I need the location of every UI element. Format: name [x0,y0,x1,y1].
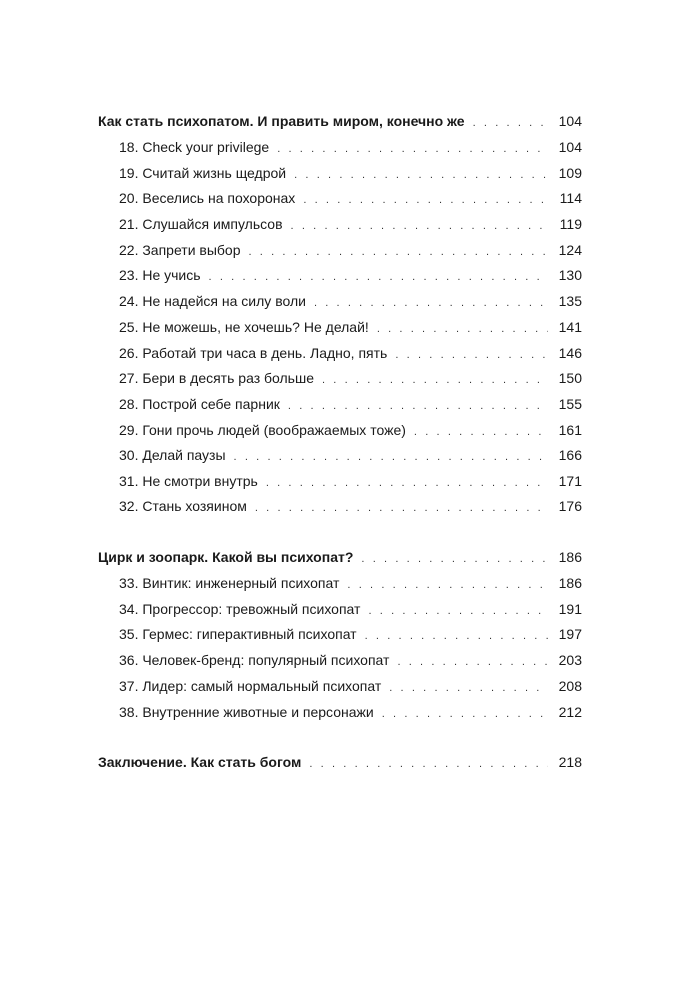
toc-entry-title: 26. Работай три часа в день. Ладно, пять [119,345,388,361]
toc-entry [119,599,582,619]
dot-leader [395,345,548,365]
dot-leader [322,370,548,390]
toc-entry-title: 35. Гермес: гиперактивный психопат [119,626,357,642]
toc-entry [119,471,582,491]
toc-entry [119,394,582,414]
toc-page-number: 176 [558,498,582,514]
dot-leader [361,549,548,569]
toc-entry-title: 19. Считай жизнь щедрой [119,165,287,181]
toc-entry [119,676,582,696]
toc-entry [119,317,582,337]
toc-entry-title: 33. Винтик: инженерный психопат [119,575,340,591]
toc-section-heading [98,547,582,567]
toc-page-number: 186 [558,549,582,565]
toc-entry [119,445,582,465]
dot-leader [397,652,548,672]
toc-entry [119,343,582,363]
toc-page-number: 218 [558,754,582,770]
toc-page-number: 104 [558,139,582,155]
dot-leader [382,704,548,724]
dot-leader [266,473,548,493]
toc-entry-title: 28. Построй себе парник [119,396,280,412]
toc-entry-title: 25. Не можешь, не хочешь? Не делай! [119,319,369,335]
toc-entry-title: 23. Не учись [119,267,201,283]
toc-entry [119,240,582,260]
toc-section-title: Как стать психопатом. И править миром, конечно же [98,113,465,129]
dot-leader [294,165,548,185]
toc-entry-title: 38. Внутренние животные и персонажи [119,704,374,720]
toc-page-number: 208 [558,678,582,694]
toc-page-number: 135 [558,293,582,309]
toc-entry [119,368,582,388]
toc-page-number: 124 [558,242,582,258]
toc-page-number: 141 [558,319,582,335]
toc-page-number: 161 [558,422,582,438]
dot-leader [291,216,548,236]
toc-entry [119,650,582,670]
dot-leader [288,396,548,416]
toc-entry [119,496,582,516]
dot-leader [365,626,548,646]
dot-leader [309,754,548,774]
toc-entry-title: 22. Запрети выбор [119,242,241,258]
toc-entry [119,137,582,157]
toc-entry-title: 24. Не надейся на силу воли [119,293,306,309]
dot-leader [234,447,548,467]
toc-page-number: 155 [558,396,582,412]
dot-leader [277,139,548,159]
toc-entry-title: 30. Делай паузы [119,447,226,463]
toc-entry [119,291,582,311]
dot-leader [368,601,548,621]
toc-entry-title: 29. Гони прочь людей (воображаемых тоже) [119,422,406,438]
toc-entry [119,573,582,593]
toc-page-number: 130 [558,267,582,283]
dot-leader [209,267,548,287]
dot-leader [249,242,549,262]
toc-entry-title: 36. Человек-бренд: популярный психопат [119,652,390,668]
dot-leader [303,190,548,210]
toc-page-number: 212 [558,704,582,720]
dot-leader [347,575,548,595]
toc-entry [119,163,582,183]
toc-page-number: 114 [559,190,582,206]
toc-entry-title: 34. Прогрессор: тревожный психопат [119,601,361,617]
toc-section-title: Заключение. Как стать богом [98,754,302,770]
toc-section-heading [98,752,582,772]
toc-entry-title: 20. Веселись на похоронах [119,190,296,206]
toc-section-heading [98,111,582,131]
toc-page-number: 150 [558,370,582,386]
toc-page-number: 197 [558,626,582,642]
toc-page-number: 191 [558,601,582,617]
dot-leader [314,293,548,313]
toc-page-number: 104 [558,113,582,129]
toc-entry-title: 32. Стань хозяином [119,498,247,514]
toc-page-number: 171 [558,473,582,489]
toc-entry [119,214,582,234]
toc-entry-title: 21. Слушайся импульсов [119,216,283,232]
toc-entry [119,188,582,208]
dot-leader [473,113,548,133]
toc-entry-title: 31. Не смотри внутрь [119,473,258,489]
toc-entry-title: 27. Бери в десять раз больше [119,370,314,386]
toc-entry [119,702,582,722]
toc-page-number: 166 [558,447,582,463]
toc-page-number: 186 [558,575,582,591]
toc-entry-title: 18. Check your privilege [119,139,270,155]
toc-page-number: 146 [558,345,582,361]
toc-section-title: Цирк и зоопарк. Какой вы психопат? [98,549,354,565]
toc-page-number: 203 [558,652,582,668]
dot-leader [377,319,548,339]
toc-page-number: 109 [558,165,582,181]
dot-leader [414,422,548,442]
dot-leader [255,498,548,518]
dot-leader [389,678,548,698]
toc-entry-title: 37. Лидер: самый нормальный психопат [119,678,382,694]
toc-entry [119,624,582,644]
toc-entry [119,420,582,440]
toc-entry [119,265,582,285]
toc-page-number: 119 [559,216,582,232]
